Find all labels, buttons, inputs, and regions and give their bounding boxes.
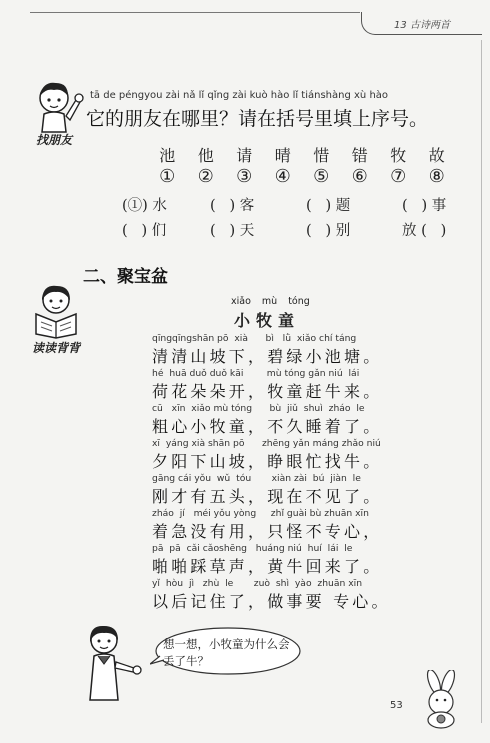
- char-cell: 晴: [274, 146, 291, 165]
- bunny-decoration-icon: [410, 670, 470, 730]
- speech-bubble-text: 想一想，小牧童为什么会丢了牛？: [163, 637, 290, 668]
- number-cell: ③: [236, 166, 253, 187]
- char-row: [148, 143, 456, 166]
- poem-title-pinyin: xiǎo mù tóng: [231, 296, 310, 307]
- poem-line-text: 荷花朵朵开，牧童赶牛来。: [152, 382, 383, 401]
- char-cell: 请: [236, 146, 253, 165]
- number-cell: ①: [159, 166, 176, 187]
- poem-line-pinyin: yǐ hòu jì zhù le zuò shì yào zhuān xīn: [152, 578, 363, 589]
- fill-blank-item[interactable]: ( ) 天: [210, 223, 255, 239]
- poem-line-text: 粗心小牧童，不久睡着了。: [152, 417, 383, 436]
- poem-title: 小牧童: [234, 311, 301, 330]
- section1-side-label: 找朋友: [36, 133, 73, 147]
- char-cell: 惜: [313, 146, 330, 165]
- char-cell: 故: [428, 146, 445, 165]
- poem-line-pinyin: zháo jí méi yǒu yòng zhǐ guài bù zhuān xīn: [152, 508, 369, 519]
- number-cell: ⑧: [428, 166, 445, 187]
- fill-blank-item[interactable]: ( ) 们: [122, 223, 167, 239]
- question-pinyin: tā de péngyou zài nǎ lǐ qǐng zài kuò hào lǐ tiánshàng xù hào: [90, 90, 389, 101]
- number-cell: ⑦: [390, 166, 407, 187]
- char-cell: 牧: [390, 146, 407, 165]
- girl-figure-illustration: [78, 622, 148, 702]
- poem-line-pinyin: qīngqīngshān pō xià bì lǜ xiǎo chí táng: [152, 333, 357, 344]
- question-text: 它的朋友在哪里？请在括号里填上序号。: [86, 108, 429, 130]
- char-cell: 池: [159, 146, 176, 165]
- margin-rule: [481, 40, 482, 723]
- header-rule: [30, 12, 360, 13]
- number-cell: ⑤: [313, 166, 330, 187]
- poem-line-pinyin: cū xīn xiǎo mù tóng bù jiǔ shuì zháo le: [152, 403, 365, 414]
- poem-line-text: 夕阳下山坡，睁眼忙找牛。: [152, 452, 383, 471]
- number-cell: ④: [274, 166, 291, 187]
- boy-figure-illustration: [30, 78, 86, 134]
- poem-line-pinyin: gāng cái yǒu wǔ tóu xiàn zài bú jiàn le: [152, 473, 361, 484]
- poem-line-pinyin: pā pā cǎi cǎoshēng huáng niú huí lái le: [152, 543, 353, 554]
- fill-blank-item[interactable]: 放 ( ): [402, 223, 447, 239]
- fill-row-2: [122, 219, 446, 240]
- char-cell: 错: [351, 146, 368, 165]
- number-cell: ⑥: [351, 166, 368, 187]
- poem-line-pinyin: xī yáng xià shān pō zhēng yǎn máng zhǎo niú: [152, 438, 381, 449]
- number-row: [148, 166, 456, 187]
- fill-row-1: [122, 194, 446, 215]
- fill-blank-item[interactable]: ( ) 事: [402, 198, 447, 214]
- poem-line-text: 清清山坡下，碧绿小池塘。: [152, 347, 383, 366]
- poem-line-text: 刚才有五头，现在不见了。: [152, 487, 383, 506]
- fill-blank-item[interactable]: (①) 水: [122, 198, 167, 214]
- char-cell: 他: [197, 146, 214, 165]
- page-number: 53: [390, 700, 403, 711]
- section2-side-label: 读读背背: [32, 341, 81, 355]
- number-cell: ②: [197, 166, 214, 187]
- poem-line-text: 啪啪踩草声，黄牛回来了。: [152, 557, 383, 576]
- fill-blank-item[interactable]: ( ) 题: [306, 198, 351, 214]
- poem-line-text: 以后记住了，做事要 专心。: [152, 592, 391, 611]
- section2-title: 二、聚宝盆: [83, 267, 168, 287]
- fill-blank-item[interactable]: ( ) 别: [306, 223, 351, 239]
- poem-line-text: 着急没有用，只怪不专心，: [152, 522, 383, 541]
- header-tab: 13 古诗两首: [361, 12, 482, 35]
- poem-line-pinyin: hé huā duǒ duǒ kāi mù tóng gǎn niú lái: [152, 368, 360, 379]
- reading-child-illustration: [28, 282, 86, 340]
- fill-blank-item[interactable]: ( ) 客: [210, 198, 255, 214]
